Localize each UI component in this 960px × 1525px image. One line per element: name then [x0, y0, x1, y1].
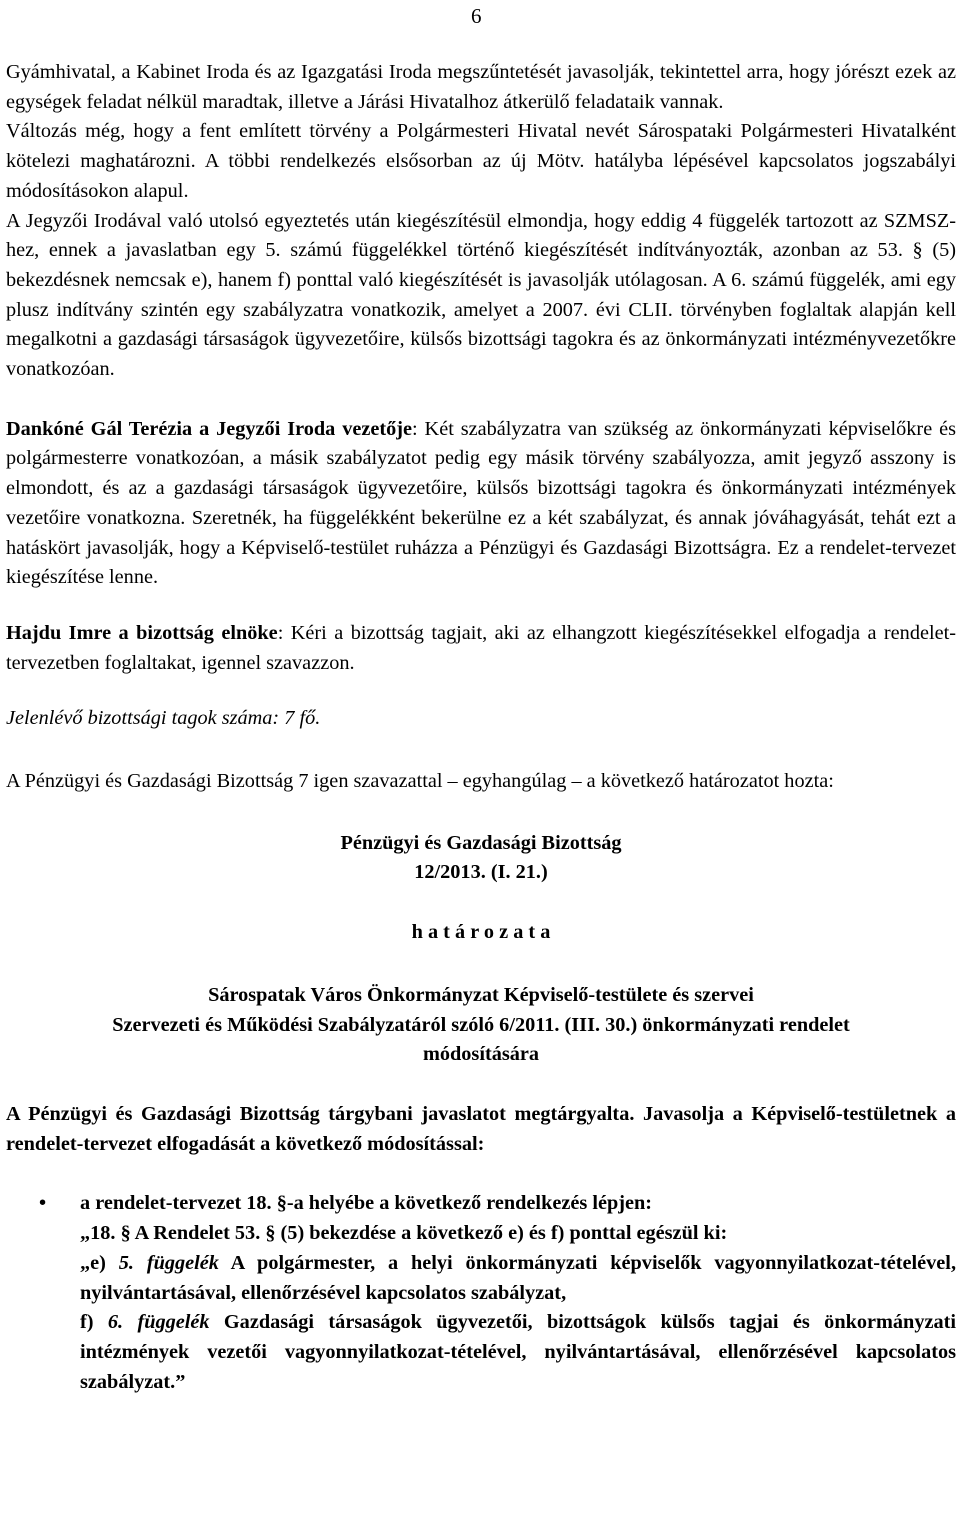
point-f-prefix: f) — [80, 1311, 108, 1334]
point-f-text: Gazdasági társaságok ügyvezetői, bizottságok külsős tagjai és önkormányzati intézmények vezetői vagyonnyilatkozat-tételével, nyilvántartásával, ellenőrzésével kapcsolatos szabályzat.” — [80, 1311, 957, 1393]
amendment-point-e — [80, 1249, 956, 1308]
resolution-title-line-3: módosítására — [422, 1043, 540, 1066]
paragraph-3: A Jegyzői Irodával való utolsó egyeztetés után kiegészítésül elmondja, hogy eddig 4 függelék tartozott az SZMSZ-hez, ennek a javaslatban egy 5. számú függelékkel történő kiegészítését indítványozták, azonban az 53. § (5) bekezdésnek nemcsak e), hanem f) ponttal való kiegészítését is javasolják utólagosan. A 6. számú függelék, ami egy plusz indítvány szintén egy szabályzatra vonatkozik, amelyet a 2007. évi CLII. törvényben foglaltak alapján kell megalkotni a gazdasági társaságok ügyvezetőire, külsős bizottsági tagokra és az önkormányzati intézményvezetőkre vonatkozóan. — [6, 209, 956, 381]
resolution-body-name: Pénzügyi és Gazdasági Bizottság — [340, 831, 622, 854]
resolution-label: h a t á r o z a t a — [411, 921, 551, 944]
point-e-prefix: „e) — [80, 1251, 119, 1274]
speaker-2-text: : Kéri a bizottság tagjait, aki az elhangzott kiegészítésekkel elfogadja a rendelet-tervezetben foglaltakat, igennel szavazzon. — [6, 621, 956, 674]
resolution-title — [6, 981, 956, 1070]
resolution-header — [6, 829, 956, 948]
point-e-appendix: 5. függelék — [118, 1251, 219, 1274]
bullet-icon: • — [39, 1192, 47, 1215]
paragraph-1: Gyámhivatal, a Kabinet Iroda és az Igazgatási Iroda megszűntetését javasolják, tekintettel arra, hogy jórészt ezek az egységek feladat nélkül maradtak, illetve a Járási Hivatalhoz átkerülő feladataik vannak. — [6, 61, 956, 113]
resolution-title-line-2: Szervezeti és Működési Szabályzatáról szóló 6/2011. (III. 30.) önkormányzati rendelet — [112, 1013, 850, 1036]
speaker-2-paragraph — [6, 619, 956, 678]
page-number: 6 — [471, 4, 482, 28]
point-f-appendix: 6. függelék — [107, 1311, 210, 1334]
point-e-text: A polgármester, a helyi önkormányzati képviselők vagyonnyilatkozat-tételével, nyilvántartásával, ellenőrzésével kapcsolatos szabályzat, — [80, 1251, 957, 1304]
resolution-number: 12/2013. (I. 21.) — [414, 861, 548, 884]
amendment-list-item — [6, 1189, 956, 1397]
attendance-line: Jelenlévő bizottsági tagok száma: 7 fő. — [6, 707, 321, 730]
document-body — [6, 58, 956, 1397]
paragraph-2: Változás még, hogy a fent említett törvény a Polgármesteri Hivatal nevét Sárospataki Polgármesteri Hivatalként kötelezi maghatározni. A többi rendelkezés elsősorban az új Mötv. hatályba lépésével kapcsolatos jogszabályi módosításokon alapul. — [6, 120, 956, 202]
speaker-1-name: Dankóné Gál Terézia a Jegyzői Iroda vezetője — [6, 417, 413, 440]
vote-paragraph: A Pénzügyi és Gazdasági Bizottság 7 igen szavazattal – egyhangúlag – a következő határozatot hozta: — [6, 770, 834, 793]
speaker-1-text: : Két szabályzatra van szükség az önkormányzati képviselőkre és polgármesterre vonatkozóan, a másik szabályzatot pedig egy másik törvény szabályozza, amit jegyző asszony is elmondott, és az a gazdasági társaságok ügyvezetőire, külsős bizottsági tagokra és önkormányzati intézmények vezetőire vonatkozna. Szeretnék, ha függelékként bekerülne ez a két szabályzat, és annak jóváhagyását, tehát ezt a hatáskört javasolják, hogy a Képviselő-testület ruházza a Pénzügyi és Gazdasági Bizottságra. Ez a rendelet-tervezet kiegészítése lenne. — [6, 417, 956, 589]
amendment-line-1: a rendelet-tervezet 18. §-a helyébe a következő rendelkezés lépjen: — [80, 1192, 653, 1215]
speaker-1-paragraph — [6, 415, 956, 593]
resolution-title-line-1: Sárospatak Város Önkormányzat Képviselő-testülete és szervei — [208, 983, 754, 1006]
speaker-2-name: Hajdu Imre a bizottság elnöke — [6, 621, 278, 644]
amendment-point-f — [80, 1308, 956, 1397]
resolution-text: A Pénzügyi és Gazdasági Bizottság tárgybani javaslatot megtárgyalta. Javasolja a Képviselő-testületnek a rendelet-tervezet elfogadását a következő módosítással: — [6, 1102, 956, 1155]
amendment-line-2: „18. § A Rendelet 53. § (5) bekezdése a következő e) és f) ponttal egészül ki: — [80, 1222, 728, 1245]
